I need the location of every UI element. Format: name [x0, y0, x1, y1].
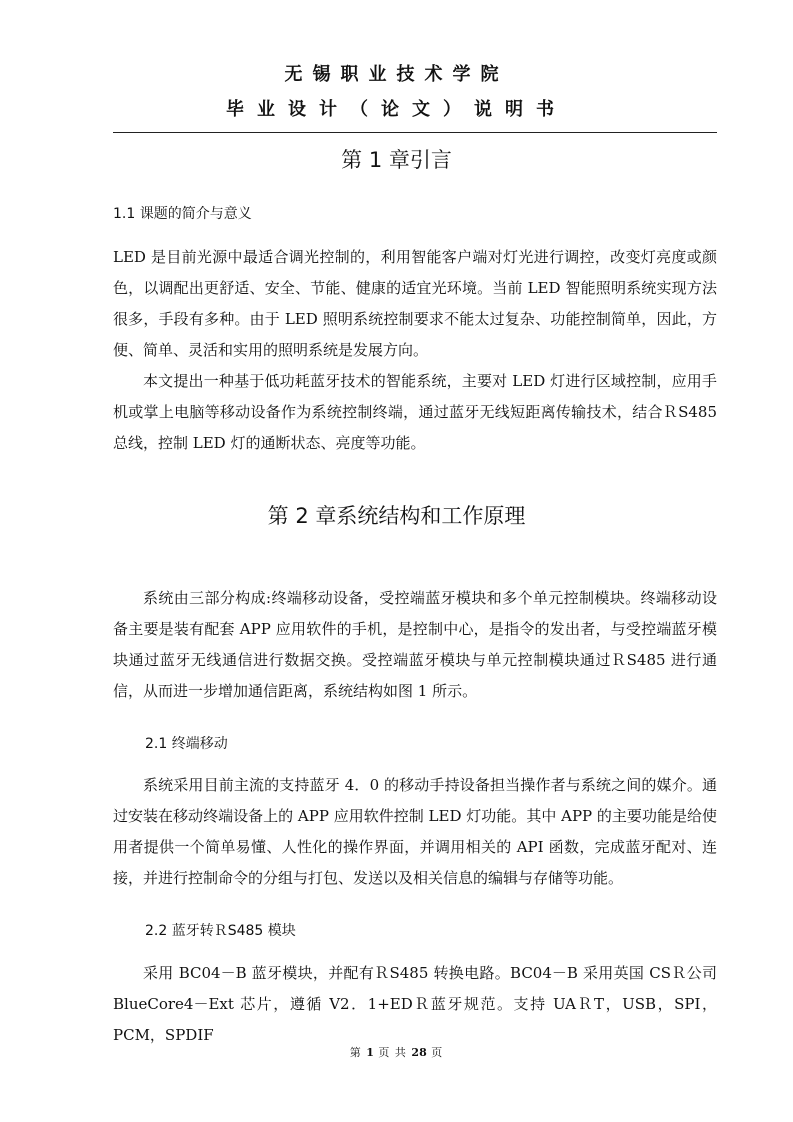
page-footer: [0, 1044, 793, 1060]
footer-middle: 页 共: [378, 1046, 407, 1059]
footer-suffix: 页: [431, 1046, 444, 1059]
section-2-1-heading: 2.1 终端移动: [145, 736, 228, 752]
footer-prefix: 第: [349, 1046, 362, 1059]
chapter-1-paragraph-1: LED 是目前光源中最适合调光控制的，利用智能客户端对灯光进行调控，改变灯亮度或颜色，以调配出更舒适、安全、节能、健康的适宜光环境。当前 LED 智能照明系统实现方法很多，手段有多种。由于 LED 照明系统控制要求不能太过复杂、功能控制简单，因此，方便、简单、灵活和实用的照明系统是发展方向。: [113, 248, 717, 359]
total-page-count: 28: [411, 1046, 427, 1059]
chapter-2-title: 第 2 章系统结构和工作原理: [267, 504, 526, 528]
chapter-2-paragraph-1: 系统由三部分构成:终端移动设备，受控端蓝牙模块和多个单元控制模块。终端移动设备主要是装有配套 APP 应用软件的手机，是控制中心，是指令的发出者，与受控端蓝牙模块通过蓝牙无线通信进行数据交换。受控端蓝牙模块与单元控制模块通过ＲS485 进行通信，从而进一步增加通信距离，系统结构如图 1 所示。: [113, 589, 717, 700]
chapter-1-title: 第 1 章引言: [341, 148, 452, 172]
document-type: 毕业设计（论文）说明书: [226, 99, 567, 120]
chapter-2-paragraph-3: 采用 BC04－B 蓝牙模块，并配有ＲS485 转换电路。BC04－B 采用英国 CSＲ公司 BlueCore4－Ext 芯片，遵循 V2．1+EDＲ蓝牙规范。支持 UAＲT，USB，SPI，PCM，SPDIF: [113, 964, 717, 1044]
school-name: 无锡职业技术学院: [284, 64, 509, 85]
chapter-2-paragraph-2: 系统采用目前主流的支持蓝牙 4．0 的移动手持设备担当操作者与系统之间的媒介。通过安装在移动终端设备上的 APP 应用软件控制 LED 灯功能。其中 APP 的主要功能是给使用者提供一个简单易懂、人性化的操作界面，并调用相关的 API 函数，完成蓝牙配对、连接，并进行控制命令的分组与打包、发送以及相关信息的编辑与存储等功能。: [113, 776, 717, 887]
section-1-1-heading: 1.1 课题的简介与意义: [113, 206, 252, 222]
current-page-number: 1: [366, 1046, 374, 1059]
header-rule: [113, 132, 717, 133]
section-2-2-heading: 2.2 蓝牙转ＲS485 模块: [145, 923, 296, 939]
chapter-1-paragraph-2: 本文提出一种基于低功耗蓝牙技术的智能系统，主要对 LED 灯进行区域控制，应用手机或掌上电脑等移动设备作为系统控制终端，通过蓝牙无线短距离传输技术，结合ＲS485 总线，控制 LED 灯的通断状态、亮度等功能。: [113, 372, 717, 452]
